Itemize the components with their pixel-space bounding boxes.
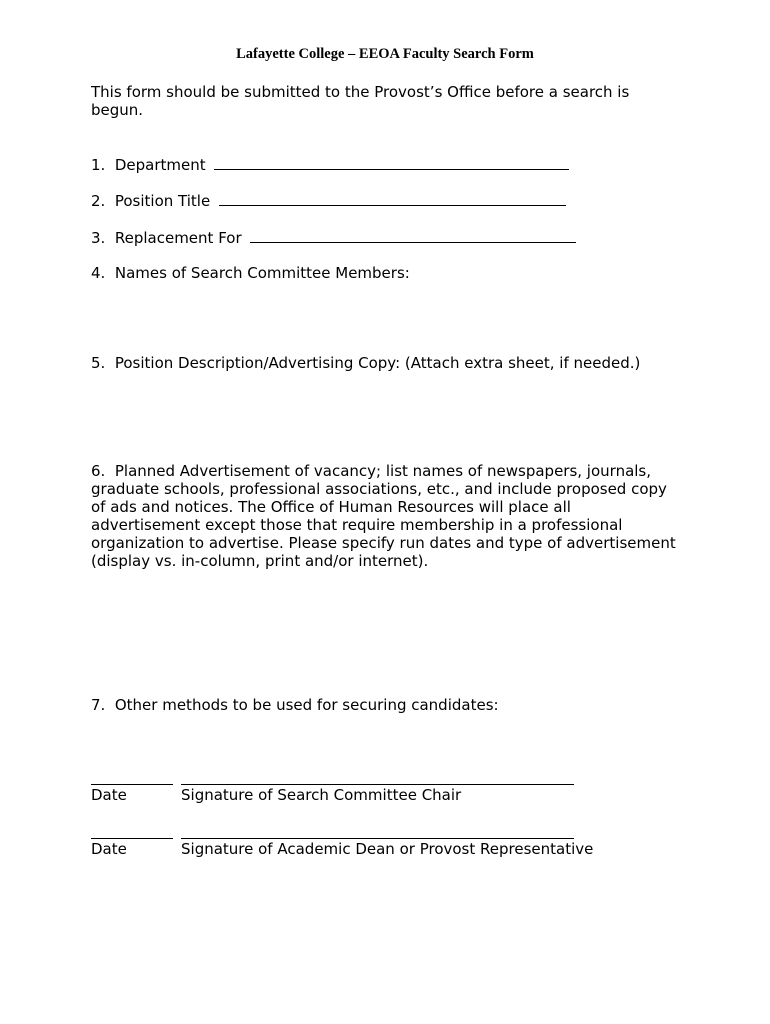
- item-replacement-for: [91, 228, 576, 247]
- item-label: Replacement For: [114, 229, 242, 247]
- item-position-title: [91, 191, 566, 210]
- item-other-methods: [91, 696, 499, 714]
- form-title: Lafayette College – EEOA Faculty Search Form: [236, 46, 534, 62]
- item-label: Planned Advertisement of vacancy; list names of newspapers, journals, graduate schools, professional associations, etc., and include proposed copy of ads and notices. The Office of Human Resources will place all advertisement except those that require membership in a professional organization to advertise. Please specify run dates and type of advertisement (display vs. in-column, print and/or internet).: [91, 462, 676, 570]
- item-number: 2.: [91, 192, 106, 210]
- date-line-chair[interactable]: [91, 784, 173, 785]
- item-label: Names of Search Committee Members:: [114, 264, 410, 282]
- date-label: Date: [91, 786, 127, 804]
- item-label: Position Title: [114, 192, 211, 210]
- signature-line-dean[interactable]: [181, 838, 574, 839]
- position-title-field[interactable]: [219, 191, 566, 206]
- item-position-description: [91, 354, 640, 372]
- item-number: 5.: [91, 354, 106, 372]
- item-label: Position Description/Advertising Copy: (Attach extra sheet, if needed.): [114, 354, 641, 372]
- date-label: Date: [91, 840, 127, 858]
- department-field[interactable]: [214, 155, 569, 170]
- item-label: Other methods to be used for securing candidates:: [114, 696, 499, 714]
- signature-line-chair[interactable]: [181, 784, 574, 785]
- signature-label-chair: Signature of Search Committee Chair: [181, 786, 462, 804]
- item-number: 3.: [91, 229, 106, 247]
- date-line-dean[interactable]: [91, 838, 173, 839]
- item-committee-members: [91, 264, 410, 282]
- intro-text: This form should be submitted to the Provost’s Office before a search is begun.: [91, 83, 630, 119]
- item-department: [91, 155, 569, 174]
- item-number: 7.: [91, 696, 106, 714]
- replacement-for-field[interactable]: [250, 228, 576, 243]
- signature-label-dean: Signature of Academic Dean or Provost Representative: [181, 840, 594, 858]
- item-planned-advertisement: [91, 462, 681, 570]
- item-number: 4.: [91, 264, 106, 282]
- item-label: Department: [114, 156, 206, 174]
- item-number: 1.: [91, 156, 106, 174]
- item-number: 6.: [91, 462, 106, 480]
